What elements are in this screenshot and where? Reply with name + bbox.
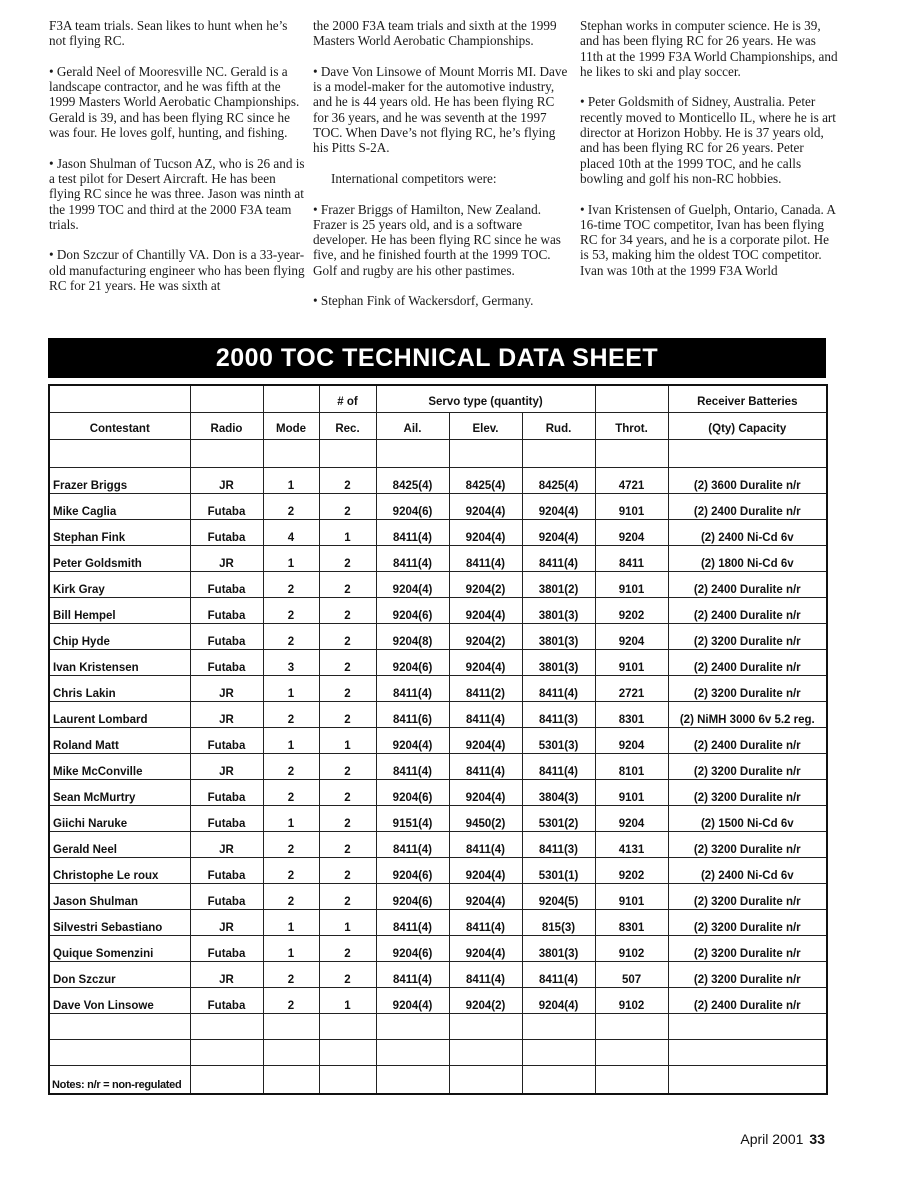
cell-elev: 9204(4) <box>449 494 522 520</box>
cell-rud: 5301(1) <box>522 858 595 884</box>
article-column-2 <box>313 18 571 324</box>
cell-radio: JR <box>190 962 263 988</box>
cell-rud: 8411(3) <box>522 832 595 858</box>
data-sheet-title: 2000 TOC TECHNICAL DATA SHEET <box>48 338 826 378</box>
page-footer <box>740 1131 825 1147</box>
cell-elev: 8411(4) <box>449 546 522 572</box>
cell-ail: 9204(6) <box>376 780 449 806</box>
cell-throt: 9204 <box>595 520 668 546</box>
cell-ail: 9204(8) <box>376 624 449 650</box>
article-paragraph: • Peter Goldsmith of Sidney, Australia. Peter recently moved to Monticello IL, where he is art director at Horizon Hobby. He is 37 years old, and has been flying RC for 26 years. Peter placed 10th at the 1999 TOC, and he calls bowling and golf his non-RC hobbies. <box>580 94 836 186</box>
cell-throt: 9101 <box>595 572 668 598</box>
cell-rec: 2 <box>319 962 376 988</box>
notes-text: Notes: n/r = non-regulated <box>49 1066 190 1095</box>
cell-batt: (2) 3200 Duralite n/r <box>668 754 827 780</box>
cell-ail: 8411(4) <box>376 520 449 546</box>
cell-throt: 9102 <box>595 988 668 1014</box>
cell-name: Gerald Neel <box>49 832 190 858</box>
cell-rud: 3804(3) <box>522 780 595 806</box>
cell-elev: 9204(4) <box>449 936 522 962</box>
cell-rec: 2 <box>319 572 376 598</box>
cell-batt: (2) 2400 Duralite n/r <box>668 572 827 598</box>
cell-mode: 2 <box>263 780 319 806</box>
cell-ail: 9204(6) <box>376 598 449 624</box>
cell-name: Jason Shulman <box>49 884 190 910</box>
cell-rud: 3801(2) <box>522 572 595 598</box>
cell-mode: 1 <box>263 676 319 702</box>
cell-radio: Futaba <box>190 598 263 624</box>
cell-rud: 8411(4) <box>522 546 595 572</box>
cell-rec: 1 <box>319 520 376 546</box>
cell-rud: 3801(3) <box>522 650 595 676</box>
article-paragraph: International competitors were: <box>331 170 497 186</box>
cell-mode: 2 <box>263 598 319 624</box>
cell-radio: Futaba <box>190 650 263 676</box>
cell-name: Frazer Briggs <box>49 468 190 494</box>
cell-rec: 2 <box>319 624 376 650</box>
cell-mode: 1 <box>263 910 319 936</box>
cell-radio: JR <box>190 702 263 728</box>
table-row <box>49 832 827 858</box>
cell-rud: 3801(3) <box>522 598 595 624</box>
cell-rec: 2 <box>319 754 376 780</box>
article-paragraph: • Jason Shulman of Tucson AZ, who is 26 and is a test pilot for Desert Aircraft. He has been flying RC since he was three. Jason was ninth at the 1999 TOC and third at the 2000 F3A team trials. <box>49 155 305 232</box>
table-row <box>49 858 827 884</box>
cell-elev: 8411(4) <box>449 832 522 858</box>
cell-rud: 8411(4) <box>522 754 595 780</box>
cell-name: Ivan Kristensen <box>49 650 190 676</box>
cell-radio: JR <box>190 676 263 702</box>
cell-elev: 9450(2) <box>449 806 522 832</box>
cell-name: Silvestri Sebastiano <box>49 910 190 936</box>
cell-radio: Futaba <box>190 494 263 520</box>
cell-mode: 2 <box>263 962 319 988</box>
cell-throt: 9204 <box>595 806 668 832</box>
cell-batt: (2) 2400 Duralite n/r <box>668 494 827 520</box>
cell-radio: Futaba <box>190 936 263 962</box>
table-row <box>49 468 827 494</box>
cell-batt: (2) 2400 Ni-Cd 6v <box>668 858 827 884</box>
cell-radio: Futaba <box>190 780 263 806</box>
cell-rec: 2 <box>319 676 376 702</box>
cell-mode: 2 <box>263 702 319 728</box>
cell-rec: 2 <box>319 884 376 910</box>
cell-mode: 1 <box>263 546 319 572</box>
header-cell <box>190 385 263 413</box>
header-rec: Rec. <box>319 413 376 440</box>
cell-name: Don Szczur <box>49 962 190 988</box>
cell-mode: 3 <box>263 650 319 676</box>
cell-elev: 9204(2) <box>449 572 522 598</box>
table-row <box>49 936 827 962</box>
cell-radio: Futaba <box>190 624 263 650</box>
cell-ail: 9204(6) <box>376 494 449 520</box>
cell-elev: 9204(4) <box>449 858 522 884</box>
cell-ail: 9204(4) <box>376 572 449 598</box>
cell-radio: Futaba <box>190 520 263 546</box>
cell-batt: (2) 2400 Duralite n/r <box>668 650 827 676</box>
cell-rud: 9204(4) <box>522 494 595 520</box>
cell-ail: 8411(4) <box>376 962 449 988</box>
header-cell <box>49 385 190 413</box>
cell-throt: 9204 <box>595 624 668 650</box>
article-paragraph: • Don Szczur of Chantilly VA. Don is a 33-year-old manufacturing engineer who has been flying RC for 21 years. He was sixth at <box>49 247 305 294</box>
cell-batt: (2) 2400 Duralite n/r <box>668 598 827 624</box>
cell-radio: Futaba <box>190 728 263 754</box>
header-batteries-top: Receiver Batteries <box>668 385 827 413</box>
table-row <box>49 910 827 936</box>
cell-ail: 9204(6) <box>376 650 449 676</box>
cell-name: Stephan Fink <box>49 520 190 546</box>
cell-rud: 5301(2) <box>522 806 595 832</box>
cell-mode: 4 <box>263 520 319 546</box>
article-paragraph: • Ivan Kristensen of Guelph, Ontario, Canada. A 16-time TOC competitor, Ivan has been flying RC for 34 years, and he is a corporate pilot. He is 53, making him the oldest TOC competitor. Ivan was 10th at the 1999 F3A World <box>580 201 836 278</box>
article-paragraph: F3A team trials. Sean likes to hunt when he’s not flying RC. <box>49 18 288 49</box>
cell-rec: 2 <box>319 780 376 806</box>
cell-elev: 8425(4) <box>449 468 522 494</box>
cell-name: Kirk Gray <box>49 572 190 598</box>
cell-throt: 507 <box>595 962 668 988</box>
article-paragraph: • Gerald Neel of Mooresville NC. Gerald is a landscape contractor, and he was fifth at the 1999 Masters World Aerobatic Championships. Gerald is 39, and has been flying RC since he was four. He loves golf, hunting, and fishing. <box>49 63 300 141</box>
cell-mode: 2 <box>263 572 319 598</box>
header-radio: Radio <box>190 413 263 440</box>
cell-throt: 9202 <box>595 598 668 624</box>
cell-rec: 2 <box>319 832 376 858</box>
cell-radio: Futaba <box>190 988 263 1014</box>
header-cell <box>263 385 319 413</box>
notes-row <box>49 1066 827 1095</box>
cell-throt: 9202 <box>595 858 668 884</box>
article-column-3 <box>580 18 838 293</box>
cell-batt: (2) 3200 Duralite n/r <box>668 832 827 858</box>
cell-batt: (2) 2400 Ni-Cd 6v <box>668 520 827 546</box>
cell-mode: 2 <box>263 624 319 650</box>
cell-throt: 9102 <box>595 936 668 962</box>
header-row-top <box>49 385 827 413</box>
cell-ail: 9204(6) <box>376 884 449 910</box>
blank-row <box>49 1014 827 1040</box>
table-row <box>49 728 827 754</box>
cell-throt: 9101 <box>595 884 668 910</box>
cell-rec: 2 <box>319 468 376 494</box>
technical-data-table <box>48 384 828 1095</box>
cell-ail: 8411(4) <box>376 910 449 936</box>
cell-batt: (2) 3600 Duralite n/r <box>668 468 827 494</box>
cell-rud: 9204(4) <box>522 988 595 1014</box>
cell-rec: 2 <box>319 546 376 572</box>
cell-throt: 9204 <box>595 728 668 754</box>
cell-batt: (2) 3200 Duralite n/r <box>668 962 827 988</box>
cell-throt: 4131 <box>595 832 668 858</box>
cell-radio: Futaba <box>190 858 263 884</box>
blank-row <box>49 440 827 468</box>
cell-name: Bill Hempel <box>49 598 190 624</box>
cell-ail: 9204(4) <box>376 988 449 1014</box>
table-row <box>49 962 827 988</box>
cell-rec: 2 <box>319 650 376 676</box>
cell-rec: 2 <box>319 494 376 520</box>
cell-elev: 9204(4) <box>449 884 522 910</box>
cell-elev: 9204(2) <box>449 988 522 1014</box>
cell-throt: 8101 <box>595 754 668 780</box>
cell-batt: (2) 3200 Duralite n/r <box>668 624 827 650</box>
cell-batt: (2) 2400 Duralite n/r <box>668 988 827 1014</box>
cell-batt: (2) 3200 Duralite n/r <box>668 910 827 936</box>
cell-batt: (2) 3200 Duralite n/r <box>668 936 827 962</box>
cell-rud: 8411(4) <box>522 676 595 702</box>
cell-rud: 815(3) <box>522 910 595 936</box>
cell-mode: 2 <box>263 754 319 780</box>
cell-throt: 2721 <box>595 676 668 702</box>
article-paragraph: • Frazer Briggs of Hamilton, New Zealand. Frazer is 25 years old, and is a software developer. He has been flying RC since he was five, and he finished fourth at the 1999 TOC. Golf and rugby are his other pastimes. <box>313 201 561 278</box>
cell-mode: 2 <box>263 988 319 1014</box>
cell-ail: 8425(4) <box>376 468 449 494</box>
header-rec-top: # of <box>319 385 376 413</box>
table-row <box>49 520 827 546</box>
page-number: 33 <box>809 1131 825 1147</box>
cell-mode: 1 <box>263 936 319 962</box>
table-row <box>49 806 827 832</box>
cell-rec: 2 <box>319 936 376 962</box>
cell-radio: JR <box>190 754 263 780</box>
cell-name: Mike McConville <box>49 754 190 780</box>
cell-name: Giichi Naruke <box>49 806 190 832</box>
header-throt: Throt. <box>595 413 668 440</box>
cell-rec: 1 <box>319 910 376 936</box>
cell-name: Sean McMurtry <box>49 780 190 806</box>
table-row <box>49 884 827 910</box>
cell-elev: 8411(4) <box>449 702 522 728</box>
cell-rud: 9204(5) <box>522 884 595 910</box>
header-mode: Mode <box>263 413 319 440</box>
cell-batt: (2) NiMH 3000 6v 5.2 reg. <box>668 702 827 728</box>
cell-elev: 8411(4) <box>449 910 522 936</box>
article-column-1 <box>49 18 307 309</box>
table-row <box>49 754 827 780</box>
header-elev: Elev. <box>449 413 522 440</box>
cell-ail: 9204(6) <box>376 936 449 962</box>
cell-elev: 9204(4) <box>449 780 522 806</box>
cell-rud: 3801(3) <box>522 936 595 962</box>
cell-ail: 8411(4) <box>376 546 449 572</box>
cell-ail: 9204(4) <box>376 728 449 754</box>
issue-date: April 2001 <box>740 1131 804 1147</box>
cell-rud: 8411(4) <box>522 962 595 988</box>
cell-name: Mike Caglia <box>49 494 190 520</box>
cell-throt: 9101 <box>595 780 668 806</box>
table-row <box>49 650 827 676</box>
cell-ail: 9151(4) <box>376 806 449 832</box>
cell-elev: 8411(2) <box>449 676 522 702</box>
cell-ail: 8411(4) <box>376 676 449 702</box>
cell-name: Chip Hyde <box>49 624 190 650</box>
cell-radio: Futaba <box>190 806 263 832</box>
article-paragraph: • Dave Von Linsowe of Mount Morris MI. Dave is a model-maker for the automotive industry, and he is 44 years old. He has been flying RC for 36 years, and he was seventh at the 1997 TOC. When Dave’s not flying RC, he’s flying his Pitts S-2A. <box>313 63 568 156</box>
cell-name: Peter Goldsmith <box>49 546 190 572</box>
cell-mode: 2 <box>263 884 319 910</box>
cell-radio: JR <box>190 468 263 494</box>
cell-elev: 9204(4) <box>449 598 522 624</box>
table-row <box>49 546 827 572</box>
cell-elev: 9204(4) <box>449 650 522 676</box>
header-row-bottom <box>49 413 827 440</box>
cell-elev: 9204(4) <box>449 728 522 754</box>
header-capacity: (Qty) Capacity <box>668 413 827 440</box>
article-paragraph: Stephan works in computer science. He is 39, and has been flying RC for 26 years. He was 11th at the 1999 F3A World Championships, and he likes to ski and play soccer. <box>580 18 838 79</box>
cell-mode: 1 <box>263 468 319 494</box>
cell-radio: Futaba <box>190 884 263 910</box>
cell-ail: 8411(4) <box>376 832 449 858</box>
cell-elev: 8411(4) <box>449 754 522 780</box>
cell-batt: (2) 2400 Duralite n/r <box>668 728 827 754</box>
header-contestant: Contestant <box>49 413 190 440</box>
cell-rec: 2 <box>319 702 376 728</box>
header-rud: Rud. <box>522 413 595 440</box>
cell-ail: 9204(6) <box>376 858 449 884</box>
cell-rec: 2 <box>319 858 376 884</box>
cell-radio: JR <box>190 546 263 572</box>
cell-batt: (2) 3200 Duralite n/r <box>668 884 827 910</box>
cell-name: Laurent Lombard <box>49 702 190 728</box>
table-row <box>49 702 827 728</box>
cell-mode: 2 <box>263 858 319 884</box>
cell-rud: 9204(4) <box>522 520 595 546</box>
table-row <box>49 494 827 520</box>
table-row <box>49 572 827 598</box>
cell-rud: 3801(3) <box>522 624 595 650</box>
cell-rec: 1 <box>319 988 376 1014</box>
table-row <box>49 624 827 650</box>
cell-rec: 2 <box>319 806 376 832</box>
cell-batt: (2) 1500 Ni-Cd 6v <box>668 806 827 832</box>
cell-radio: JR <box>190 910 263 936</box>
cell-throt: 8301 <box>595 702 668 728</box>
cell-rud: 8411(3) <box>522 702 595 728</box>
cell-mode: 2 <box>263 832 319 858</box>
cell-mode: 1 <box>263 728 319 754</box>
cell-rud: 5301(3) <box>522 728 595 754</box>
cell-name: Quique Somenzini <box>49 936 190 962</box>
article-paragraph: • Stephan Fink of Wackersdorf, Germany. <box>313 293 534 309</box>
cell-ail: 8411(6) <box>376 702 449 728</box>
cell-batt: (2) 3200 Duralite n/r <box>668 780 827 806</box>
cell-throt: 8301 <box>595 910 668 936</box>
table-row <box>49 780 827 806</box>
blank-row <box>49 1040 827 1066</box>
cell-radio: Futaba <box>190 572 263 598</box>
table-row <box>49 988 827 1014</box>
article-paragraph: the 2000 F3A team trials and sixth at the 1999 Masters World Aerobatic Championships. <box>313 18 557 49</box>
cell-name: Roland Matt <box>49 728 190 754</box>
table-row <box>49 676 827 702</box>
cell-throt: 9101 <box>595 494 668 520</box>
cell-batt: (2) 3200 Duralite n/r <box>668 676 827 702</box>
header-ail: Ail. <box>376 413 449 440</box>
cell-elev: 9204(2) <box>449 624 522 650</box>
cell-rec: 2 <box>319 598 376 624</box>
cell-radio: JR <box>190 832 263 858</box>
cell-ail: 8411(4) <box>376 754 449 780</box>
cell-throt: 8411 <box>595 546 668 572</box>
cell-mode: 1 <box>263 806 319 832</box>
cell-batt: (2) 1800 Ni-Cd 6v <box>668 546 827 572</box>
cell-rec: 1 <box>319 728 376 754</box>
cell-mode: 2 <box>263 494 319 520</box>
cell-name: Christophe Le roux <box>49 858 190 884</box>
cell-name: Chris Lakin <box>49 676 190 702</box>
cell-throt: 9101 <box>595 650 668 676</box>
table-row <box>49 598 827 624</box>
cell-elev: 9204(4) <box>449 520 522 546</box>
header-servo-group: Servo type (quantity) <box>376 385 595 413</box>
cell-throt: 4721 <box>595 468 668 494</box>
cell-name: Dave Von Linsowe <box>49 988 190 1014</box>
cell-rud: 8425(4) <box>522 468 595 494</box>
header-cell <box>595 385 668 413</box>
cell-elev: 8411(4) <box>449 962 522 988</box>
